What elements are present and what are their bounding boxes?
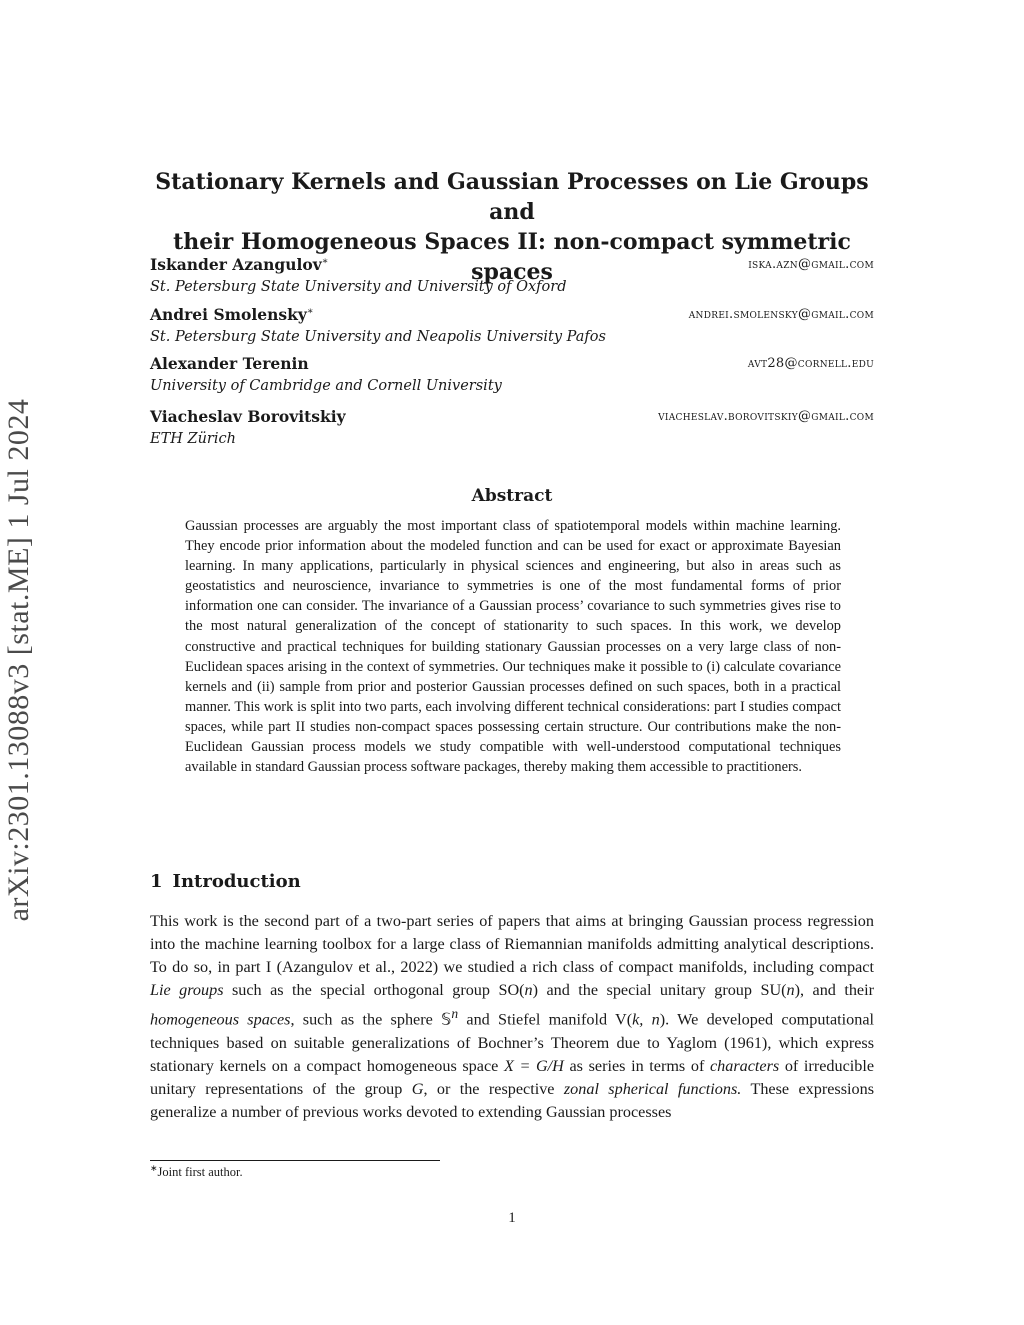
author-affiliation: University of Cambridge and Cornell University	[150, 378, 502, 394]
abstract-heading: Abstract	[471, 486, 553, 506]
math-expression: X = G/H	[503, 1056, 564, 1075]
section-number: 1	[150, 871, 163, 892]
author-affiliation: St. Petersburg State University and Neapolis University Pafos	[150, 329, 606, 345]
author-block-2	[150, 305, 874, 347]
author-name: Alexander Terenin	[150, 354, 309, 373]
title-line-1: Stationary Kernels and Gaussian Processes on Lie Groups and	[155, 169, 869, 225]
footnote-mark: ∗	[150, 1163, 158, 1173]
introduction-paragraph: This work is the second part of a two-part series of papers that aims at bringing Gaussian process regression into the machine learning toolbox for a large class of Riemannian manifolds admitting analytical descriptions. To do so, in part I (Azangulov et al., 2022) we studied a rich class of compact manifolds, including compact Lie groups such as the special orthogonal group SO(n) and the special unitary group SU(n), and their homogeneous spaces, such as the sphere 𝕊$^n$ and Stiefel manifold V(k, n). We developed computational techniques based on suitable generalizations of Bochner’s Theorem due to Yaglom (1961), which express stationary kernels on a compact homogeneous space X = G/H as series in terms of characters of irreducible unitary representations of the group G, or the respective zonal spherical functions. These expressions generalize a number of previous works devoted to extending Gaussian processes	[150, 912, 875, 1122]
arxiv-identifier: arXiv:2301.13088v3 [stat.ME] 1 Jul 2024	[2, 398, 35, 922]
equal-contribution-mark: ∗	[306, 305, 314, 317]
author-email: iska.azn@gmail.com	[748, 257, 874, 272]
footnote-text: Joint first author.	[157, 1165, 243, 1180]
title-line-2: their Homogeneous Spaces II: non-compact symmetric spaces	[173, 229, 851, 285]
abstract-body: Gaussian processes are arguably the most important class of spatiotemporal models within machine learning. They encode prior information about the modeled function and can be used for exact or approximate Bayesian learning. In many applications, particularly in physical sciences and engineering, but also in areas such as geostatistics and neuroscience, invariance to symmetries is one of the most fundamental forms of prior information one can consider. The invariance of a Gaussian process’ covariance to such symmetries gives rise to the most natural generalization of the concept of stationarity to such spaces. In this work, we develop constructive and practical techniques for building stationary Gaussian processes on a very large class of non-Euclidean spaces arising in the context of symmetries. Our techniques make it possible to (i) calculate covariance kernels and (ii) sample from prior and posterior Gaussian processes defined on such spaces, both in a practical manner. This work is split into two parts, each involving different technical considerations: part I studies compact spaces, while part II studies non-compact spaces possessing certain structure. Our contributions make the non-Euclidean Gaussian process models we study compatible with well-understood computational techniques available in standard Gaussian process software packages, thereby making them accessible to practitioners.	[185, 518, 841, 776]
emphasis-term: homogeneous spaces	[150, 1010, 291, 1029]
author-email: viacheslav.borovitskiy@gmail.com	[658, 409, 874, 424]
emphasis-term: characters	[709, 1056, 780, 1075]
section-heading	[150, 871, 301, 892]
emphasis-term: Lie groups	[150, 981, 224, 1000]
author-name: Andrei Smolensky∗	[150, 305, 314, 324]
author-name: Viacheslav Borovitskiy	[150, 407, 346, 426]
author-affiliation: St. Petersburg State University and University of Oxford	[150, 279, 567, 295]
author-block-4	[150, 407, 874, 449]
equal-contribution-mark: ∗	[321, 255, 329, 267]
author-affiliation: ETH Zürich	[150, 431, 236, 447]
author-email: avt28@cornell.edu	[747, 356, 874, 371]
page-number: 1	[508, 1210, 516, 1226]
footnote-rule	[150, 1160, 440, 1161]
author-block-3	[150, 354, 874, 396]
author-block-1	[150, 255, 874, 297]
footnote	[150, 1163, 243, 1180]
emphasis-term: zonal spherical functions.	[563, 1080, 742, 1099]
author-email: andrei.smolensky@gmail.com	[688, 307, 874, 322]
author-name: Iskander Azangulov∗	[150, 255, 329, 274]
section-title: Introduction	[172, 871, 301, 892]
